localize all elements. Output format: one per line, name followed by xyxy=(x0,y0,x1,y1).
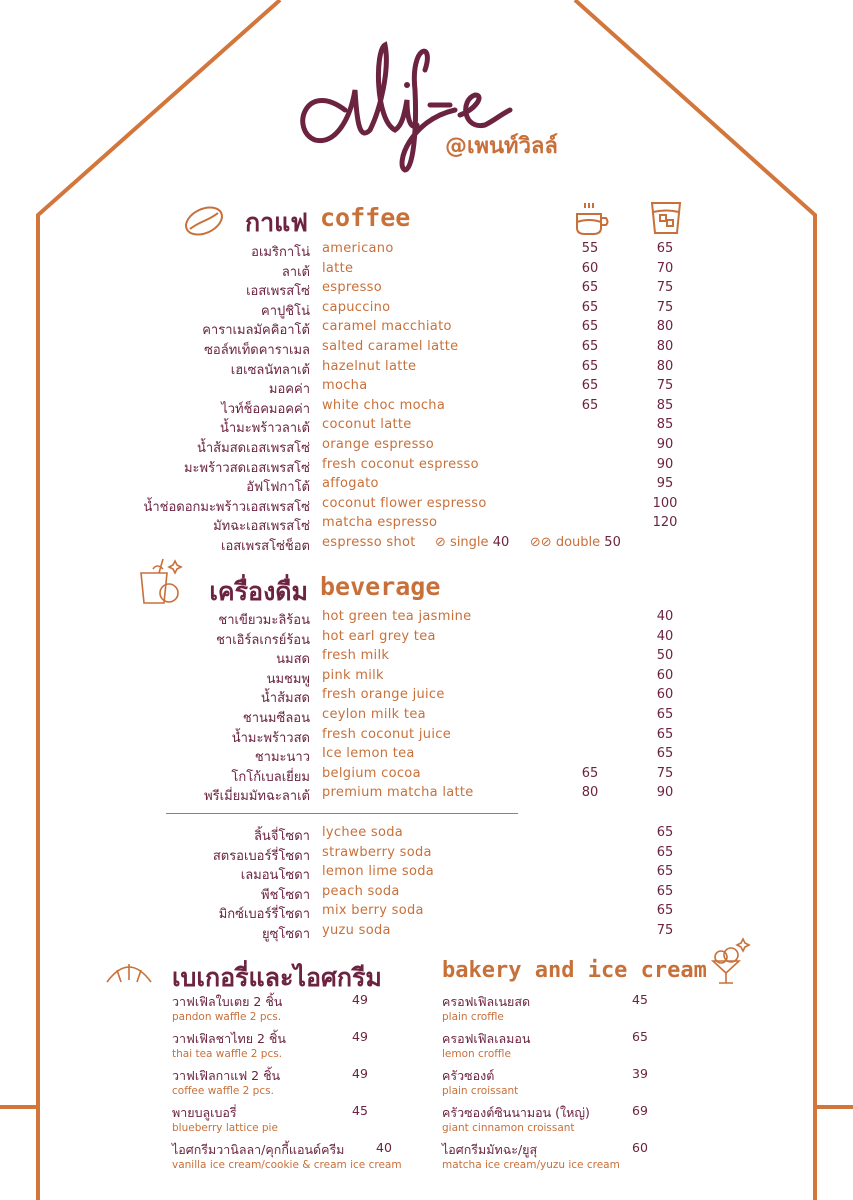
beverage-title-th: เครื่องดื่ม xyxy=(209,577,308,606)
price-hot: 65 xyxy=(581,765,599,781)
item-name-en: affogato xyxy=(322,476,379,492)
item-name-th: มิกซ์เบอร์รี่โซดา xyxy=(218,907,310,923)
coffee-title-en: coffee xyxy=(320,203,411,232)
menu-row xyxy=(0,746,853,766)
menu-row xyxy=(0,417,853,437)
price-iced: 80 xyxy=(656,358,674,374)
price-iced: 120 xyxy=(652,515,678,531)
price-iced: 40 xyxy=(656,609,674,624)
menu-row xyxy=(0,241,853,261)
item-name-en: americano xyxy=(322,241,394,256)
menu-row xyxy=(0,515,853,535)
item-name-en: lemon lime soda xyxy=(322,864,435,880)
price-iced: 85 xyxy=(656,417,674,433)
bakery-item xyxy=(442,1140,742,1176)
menu-row xyxy=(0,648,853,668)
price-iced: 80 xyxy=(656,319,674,335)
item-name-en: fresh coconut espresso xyxy=(322,456,479,472)
item-name-th: ครอฟเฟิลเลมอน xyxy=(442,1031,531,1046)
item-name-en: ceylon milk tea xyxy=(322,707,426,722)
item-name-en: peach soda xyxy=(322,883,400,899)
price-hot: 55 xyxy=(581,241,599,256)
price-iced: 80 xyxy=(656,339,674,354)
coffee-title-th: กาแฟ xyxy=(245,208,308,237)
item-price: 45 xyxy=(352,1103,368,1118)
item-name-th: โกโก้เบลเยี่ยม xyxy=(231,769,310,785)
item-price: 49 xyxy=(352,1029,368,1044)
menu-row xyxy=(0,398,853,418)
price-hot: 65 xyxy=(581,339,599,354)
single-price: 40 xyxy=(492,535,510,550)
price-iced: 40 xyxy=(656,628,674,644)
item-name-th: ไอศกรีมวานิลลา/คุกกี้แอนด์ครีม xyxy=(172,1142,345,1157)
menu-row xyxy=(0,845,853,865)
item-name-th: พายบลูเบอรี่ xyxy=(172,1105,237,1120)
beverage-title-en: beverage xyxy=(320,572,441,601)
bakery-item xyxy=(442,1029,742,1065)
price-iced: 90 xyxy=(656,456,674,472)
price-iced: 75 xyxy=(656,280,674,296)
item-name-en: capuccino xyxy=(322,299,391,315)
item-name-th: พีชโซดา xyxy=(261,887,310,903)
coffee-bean-icon xyxy=(182,205,226,237)
bakery-item xyxy=(442,992,742,1028)
item-name-th: วาฟเฟิลใบเตย 2 ชิ้น xyxy=(172,994,283,1009)
item-name-en: coconut flower espresso xyxy=(322,495,487,511)
item-name-en: plain croffle xyxy=(442,1011,504,1023)
item-name-en: caramel macchiato xyxy=(322,319,452,335)
item-name-th: อัฟโฟกาโต้ xyxy=(246,480,310,496)
item-price: 39 xyxy=(632,1066,648,1081)
menu-row xyxy=(0,457,853,477)
double-label: double xyxy=(555,535,601,550)
item-name-th: เอสเพรสโซ่ xyxy=(246,284,310,300)
item-name-en: latte xyxy=(322,260,354,276)
menu-row xyxy=(0,707,853,727)
price-hot: 65 xyxy=(581,319,599,335)
item-name-th: ไวท์ช็อคมอคค่า xyxy=(221,401,310,417)
price-iced: 70 xyxy=(656,260,674,276)
item-name-en: hot earl grey tea xyxy=(322,628,436,644)
price-iced: 65 xyxy=(656,825,674,840)
price-iced: 90 xyxy=(656,437,674,452)
item-name-th: ครอฟเฟิลเนยสด xyxy=(442,994,531,1009)
item-price: 49 xyxy=(352,992,368,1007)
item-name-en: mix berry soda xyxy=(322,903,424,919)
menu-row xyxy=(0,319,853,339)
item-name-th: ลิ้นจี่โซดา xyxy=(253,829,310,844)
price-iced: 65 xyxy=(656,746,674,762)
price-iced: 60 xyxy=(656,687,674,703)
item-name-en: coffee waffle 2 pcs. xyxy=(172,1085,274,1097)
item-name-en: fresh coconut juice xyxy=(322,726,451,742)
bakery-title-en: bakery and ice cream xyxy=(442,958,707,983)
price-hot: 65 xyxy=(581,280,599,296)
price-iced: 75 xyxy=(656,378,674,394)
price-iced: 65 xyxy=(656,864,674,880)
ice-cream-icon xyxy=(707,935,753,987)
menu-row xyxy=(0,825,853,845)
item-name-th: ยูซุโซดา xyxy=(262,927,310,942)
price-iced: 75 xyxy=(656,923,674,938)
price-iced: 75 xyxy=(656,765,674,781)
drink-glass-icon xyxy=(133,555,187,607)
bakery-item xyxy=(442,1103,742,1139)
item-name-en: fresh orange juice xyxy=(322,687,445,703)
item-name-th: พรีเมี่ยมมัทฉะลาเต้ xyxy=(204,789,310,805)
item-name-en: salted caramel latte xyxy=(322,339,459,354)
item-name-en: Ice lemon tea xyxy=(322,746,415,762)
menu-row xyxy=(0,359,853,379)
menu-row xyxy=(0,668,853,688)
menu-row xyxy=(0,261,853,281)
item-name-th: ไอศกรีมมัทฉะ/ยูสุ xyxy=(442,1142,538,1157)
item-name-th: สตรอเบอร์รี่โซดา xyxy=(212,848,310,864)
menu-row xyxy=(0,280,853,300)
price-iced: 100 xyxy=(652,495,678,511)
alife-logo xyxy=(285,30,525,190)
item-name-en: lemon croffle xyxy=(442,1048,511,1060)
item-name-en: vanilla ice cream/cookie & cream ice cream xyxy=(172,1159,402,1171)
menu-row xyxy=(0,687,853,707)
menu-row xyxy=(0,884,853,904)
iced-glass-icon xyxy=(648,200,684,236)
item-name-th: ครัวซองต์ซินนามอน (ใหญ่) xyxy=(442,1105,590,1120)
croissant-icon xyxy=(103,958,155,986)
hot-cup-icon xyxy=(573,200,613,236)
price-hot: 80 xyxy=(581,785,599,801)
item-name-th: ชาเอิร์ลเกรย์ร้อน xyxy=(216,632,310,648)
item-name-th: ซอล์ทเท็ดคาราเมล xyxy=(204,343,310,358)
item-name-th: มอคค่า xyxy=(268,382,310,398)
item-name-en: belgium cocoa xyxy=(322,765,421,781)
item-price: 69 xyxy=(632,1103,648,1118)
price-iced: 90 xyxy=(656,785,674,801)
price-iced: 65 xyxy=(656,903,674,919)
menu-row xyxy=(0,766,853,786)
bakery-item xyxy=(442,1066,742,1102)
bakery-item xyxy=(172,1103,472,1139)
bakery-title-th: เบเกอรี่และไอศกรีม xyxy=(172,963,382,992)
item-name-th: มัทฉะเอสเพรสโซ่ xyxy=(213,519,310,535)
price-iced: 60 xyxy=(656,667,674,683)
item-name-en: white choc mocha xyxy=(322,397,446,413)
item-name-en: plain croissant xyxy=(442,1085,519,1097)
item-name-en: mocha xyxy=(322,378,368,394)
item-name-en: matcha ice cream/yuzu ice cream xyxy=(442,1159,620,1171)
item-name-th: เอสเพรสโซ่ช็อต xyxy=(221,539,310,554)
item-name-th: นมชมพู xyxy=(266,671,310,687)
price-iced: 65 xyxy=(656,844,674,860)
item-name-th: เลมอนโซดา xyxy=(240,868,310,884)
price-iced: 65 xyxy=(656,726,674,742)
item-name-th: ชานมซีลอน xyxy=(242,711,310,726)
item-name-en: hazelnut latte xyxy=(322,358,417,374)
menu-row xyxy=(0,476,853,496)
item-name-en: thai tea waffle 2 pcs. xyxy=(172,1048,283,1060)
menu-row xyxy=(0,629,853,649)
item-name-en: matcha espresso xyxy=(322,515,438,531)
item-name-en: coconut latte xyxy=(322,417,412,433)
menu-row xyxy=(0,864,853,884)
menu-row xyxy=(0,727,853,747)
bakery-item xyxy=(172,1066,472,1102)
item-name-th: น้ำมะพร้าวลาเต้ xyxy=(219,421,310,437)
item-name-en: giant cinnamon croissant xyxy=(442,1122,575,1134)
menu-row xyxy=(0,903,853,923)
item-name-th: มะพร้าวสดเอสเพรสโซ่ xyxy=(183,460,310,476)
item-name-th: วาฟเฟิลกาแฟ 2 ชิ้น xyxy=(172,1068,281,1083)
item-price: 45 xyxy=(632,992,648,1007)
item-name-en: espresso xyxy=(322,280,382,296)
price-hot: 65 xyxy=(581,299,599,315)
bakery-item xyxy=(172,1140,472,1176)
price-hot: 60 xyxy=(581,260,599,276)
menu-row xyxy=(0,339,853,359)
price-hot: 65 xyxy=(581,358,599,374)
menu-row xyxy=(0,496,853,516)
item-name-en: yuzu soda xyxy=(322,923,391,938)
item-price: 49 xyxy=(352,1066,368,1081)
price-iced: 95 xyxy=(656,476,674,492)
section-divider xyxy=(166,813,518,814)
item-name-th: ชามะนาว xyxy=(254,750,310,766)
double-price: 50 xyxy=(604,535,621,550)
item-name-th: คาราเมลมัคคิอาโต้ xyxy=(202,323,310,339)
menu-row xyxy=(0,609,853,629)
item-name-en: hot green tea jasmine xyxy=(322,609,472,624)
item-price: 40 xyxy=(376,1140,392,1155)
bakery-item xyxy=(172,992,472,1028)
item-name-th: ลาเต้ xyxy=(281,264,310,280)
item-name-th: อเมริกาโน่ xyxy=(251,245,310,260)
single-label: single xyxy=(450,535,489,550)
price-iced: 75 xyxy=(656,299,674,315)
item-name-th: วาฟเฟิลชาไทย 2 ชิ้น xyxy=(172,1031,286,1046)
menu-row xyxy=(0,300,853,320)
item-name-en: pink milk xyxy=(322,667,384,683)
location-label: @เพนท์วิลล์ xyxy=(445,134,558,159)
item-name-en: orange espresso xyxy=(322,437,434,452)
item-name-th: น้ำส้มสด xyxy=(260,691,310,707)
double-bean-icon: ⊘⊘ xyxy=(529,535,552,550)
price-iced: 65 xyxy=(656,707,674,722)
price-iced: 85 xyxy=(656,397,674,413)
menu-row xyxy=(0,785,853,805)
shot-options xyxy=(435,535,621,550)
item-name-en: strawberry soda xyxy=(322,844,432,860)
item-name-en: pandon waffle 2 pcs. xyxy=(172,1011,282,1023)
bakery-item xyxy=(172,1029,472,1065)
item-name-en: fresh milk xyxy=(322,648,390,664)
price-hot: 65 xyxy=(581,397,599,413)
item-name-en: espresso shot xyxy=(322,535,416,550)
item-name-th: นมสด xyxy=(276,652,310,668)
item-price: 65 xyxy=(632,1029,648,1044)
item-name-th: ครัวซองต์ xyxy=(442,1068,495,1083)
item-name-th: น้ำมะพร้าวสด xyxy=(231,730,310,746)
bean-icon: ⊘ xyxy=(435,535,446,550)
item-name-th: น้ำส้มสดเอสเพรสโซ่ xyxy=(197,441,310,456)
item-name-th: เฮเซลนัทลาเต้ xyxy=(230,362,310,378)
price-iced: 65 xyxy=(656,241,674,256)
item-name-en: premium matcha latte xyxy=(322,785,474,801)
item-price: 60 xyxy=(632,1140,648,1155)
item-name-en: lychee soda xyxy=(322,825,404,840)
menu-row xyxy=(0,437,853,457)
item-name-th: คาปูชิโน่ xyxy=(261,303,310,319)
espresso-shot-row xyxy=(0,535,853,555)
price-hot: 65 xyxy=(581,378,599,394)
price-iced: 65 xyxy=(656,883,674,899)
price-iced: 50 xyxy=(656,648,674,664)
item-name-th: ชาเขียวมะลิร้อน xyxy=(218,613,310,628)
menu-row xyxy=(0,378,853,398)
item-name-en: blueberry lattice pie xyxy=(172,1122,278,1134)
item-name-th: น้ำช่อดอกมะพร้าวเอสเพรสโซ่ xyxy=(143,499,310,515)
